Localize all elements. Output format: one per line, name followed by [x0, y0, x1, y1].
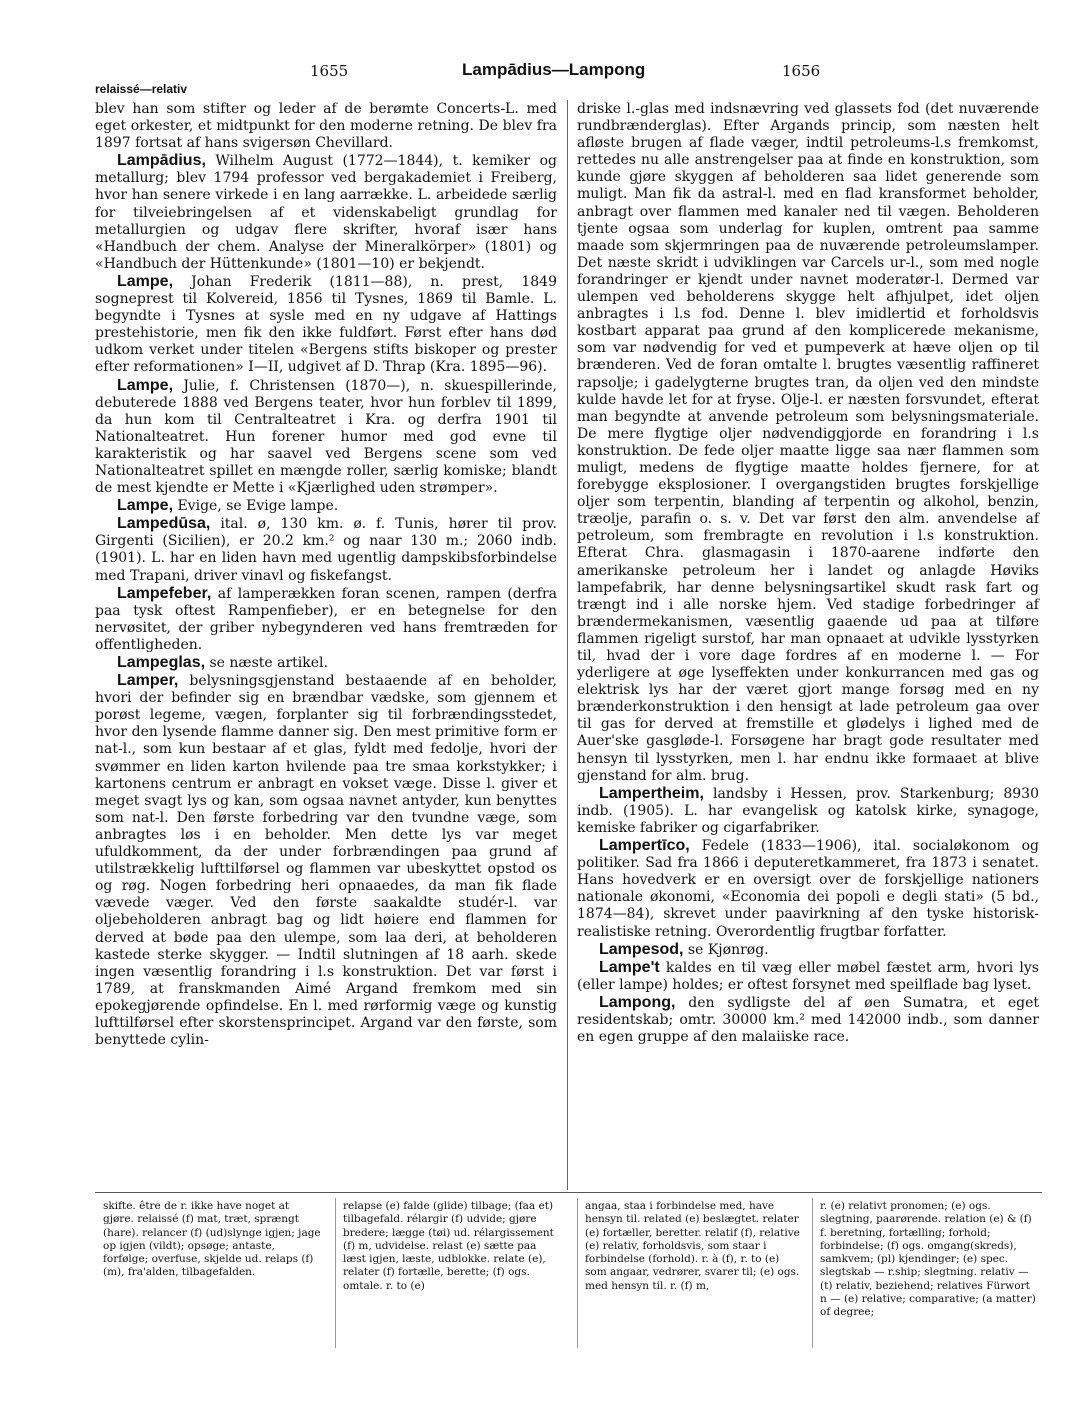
footer-divider [95, 1192, 1042, 1193]
footer-text: skifte. être de r. ikke have noget at gjøre. relaissé (f) mat, træt, sprængt (hare). relancer (f) (ud)slynge igjen; jage op igjen (vildt); opsøge; antaste, forfølge; overfuse, skjelde ud. relaps (f) (m), fra'alden, tilbagefalden. [103, 1200, 321, 1279]
footer-column-4 [820, 1200, 1038, 1320]
entry-lampesod [577, 941, 1039, 959]
entry-text: belysningsgjenstand bestaaende af en beholder, hvori der befinder sig en brændbar vædske, som gjennem et porøst legeme, vægen, forplanter sig til forbrændingsstedet, hvor den lysende flamme danner sig. Den mest primitive form er nat-l., som kun bestaar af et glas, fyldt med fedolje, hvori der svømmer en liden karton hvilende paa tre smaa korkstykker; i kartonens centrum er anbragt en vokset væge. Disse l. giver et meget svagt lys og kan, som ogsaa navnet antyder, kun benyttes som nat-l. Den første forbedring var den tvundne væge, som anbragtes løs i en beholder. Men dette lys var meget ufuldkomment, da der under forbrændingen paa grund af utilstrækkelig lufttilførsel og flammen var ubeskyttet opstod os og røg. Nogen forbedring heri opnaaedes, da man fik flade vævede væger. Ved den første saakaldte studér-l. var oljebeholderen anbragt bag og lidt høiere end flammen for derved at bøde paa den ulempe, som laa deri, at beholderen kastede sterke skygger. — Indtil slutningen af 18 aarh. skede ingen væsentlig forandring i l.s konstruktion. Det var først i 1789, at franskmanden Aimé Argand fremkom med sin epokegjørende opfindelse. En l. med rørformig væge og kunstig lufttilførsel efter skorstensprincipet. Argand var den første, som benyttede cylin- [95, 673, 557, 1049]
column-divider [567, 100, 568, 1190]
footer-column-divider [335, 1198, 336, 1348]
paragraph: blev han som stifter og leder af de berømte Concerts-L. med eget orkester, et midtpunkt for den moderne retning. De blev fra 1897 fortsat af hans svigersøn Chevillard. [95, 101, 557, 152]
entry-lamper [95, 672, 557, 1049]
page-number-right: 1656 [782, 62, 821, 80]
footer-column-divider [812, 1198, 813, 1348]
entry-text: Fedele (1833—1906), ital. socialøkonom og politiker. Sad fra 1866 i deputeretkammeret, fra 1873 i senatet. Hans hovedverk er en oversigt over de forskjellige nationers nationale økonomi, «Economia dei popoli e degli stati» (5 bd., 1874—84), skrevet under paavirkning af den tyske historisk-realistiske retning. Overordentlig frugtbar forfatter. [577, 838, 1039, 940]
footer-column-1 [103, 1200, 321, 1280]
footer-column-2 [343, 1200, 561, 1293]
entry-keyword: Lampe, [117, 376, 174, 394]
entry-lampadius [95, 152, 557, 273]
entry-lampe-evige [95, 497, 557, 515]
entry-lampefeber [95, 585, 557, 654]
entry-text: Wilhelm August (1772—1844), t. kemiker og metallurg; blev 1794 professor ved bergakademiet i Freiberg, hvor han senere virkede i en lang aarrække. L. arbeidede særlig for tilveiebringelsen af et videnskabeligt grundlag for metallurgien og udgav flere skrifter, hvoraf især hans «Handbuch der chem. Analyse der Mineralkörper» (1801) og «Handbuch der Hüttenkunde» (1801—10) er bekjendt. [95, 153, 557, 272]
entry-keyword: Lampertīco, [599, 837, 690, 855]
entry-lampet [577, 959, 1039, 994]
entry-text: kaldes en til væg eller møbel fæstet arm, hvori lys (eller lampe) holdes; er oftest forsynet med speilflade bag lyset. [577, 959, 1039, 993]
entry-text: ital. ø, 130 km. ø. f. Tunis, hører til prov. Girgenti (Sicilien), er 20.2 km.² og naar 130 m.; 2060 indb. (1901). L. har en liden havn med ugentlig dampskibsforbindelse med Trapani, driver vinavl og fiskefangst. [95, 516, 557, 584]
entry-keyword: Lampeglas, [117, 654, 206, 671]
entry-lampertheim [577, 785, 1039, 837]
entry-keyword: Lampādius, [117, 152, 206, 170]
footer-text: angaa, staa i forbindelse med, have hensyn til. related (e) beslægtet. relater (e) fortæller, beretter. relatif (f), relative (e) relativ, forholdsvis, som staar i forbindelse (forhold). r. à (f), r. to (e) som angaar, vedrører, svarer til; (e) ogs. med hensyn til. r. (f) m, [585, 1200, 800, 1292]
footer-text: relapse (e) falde (glide) tilbage; (faa et) tilbagefald. rélargir (f) udvide; gjøre bredere; lægge (tøi) ud. rélargissement (f) m, udvidelse. relast (e) sætte paa læst igjen, læste, udblokke. relate (e), relater (f) fortælle, berette; (f) ogs. omtale. r. to (e) [343, 1200, 554, 1292]
entry-keyword: Lampesod, [599, 940, 684, 958]
entry-text: den sydligste del af øen Sumatra, et eget residentskab; omtr. 30000 km.² med 142000 indb., som danner en egen gruppe af den malaiiske race. [577, 994, 1039, 1046]
entry-keyword: Lampe, [117, 272, 174, 290]
entry-text: se Kjønrøg. [683, 941, 769, 958]
entry-lampong [577, 994, 1039, 1046]
entry-keyword: Lampe't [599, 958, 660, 976]
entry-text: Julie, f. Christensen (1870—), n. skuespillerinde, debuterede 1888 ved Bergens teater, hvor hun forblev til 1899, da hun kom til Centralteatret i Kra. og derfra 1901 til Nationalteatret. Hun forener humor med god evne til karakteristik og har saavel ved Bergens scene som ved Nationalteatret spillet en mængde roller, særlig komiske; blandt de mest kjendte er Mette i «Kjærlighed uden strømper». [95, 377, 557, 497]
entry-text: Johan Frederik (1811—88), n. prest, 1849 sogneprest til Kolvereid, 1856 til Tysnes, 1869 til Bamle. L. begyndte i Tysnes at sysle med en ny udgave af Hattings prestehistorie, men fik den ikke fuldført. Først efter hans død udkom verket under titelen «Bergens stifts biskoper og prester efter reformationen» I—II, udgivet af D. Thrap (Kra. 1895—96). [95, 273, 557, 376]
entry-lampe-julie [95, 377, 557, 498]
entry-text: se næste artikel. [205, 655, 328, 671]
entry-lampeglas [95, 654, 557, 672]
paragraph: driske l.-glas med indsnævring ved glassets fod (det nuværende rundbrænderglas). Efter Argands princip, som næsten helt afløste brugen af flade væger, indtil petroleums-l.s fremkomst, rettedes nu alle anstrengelser paa at finde en konstruktion, som kunde gjøre skyggen af beholderen saa lidet generende som muligt. Man fik da astral-l. med en flad kransformet beholder, anbragt over flammen med kanaler ned til vægen. Beholderen tjente ogsaa som underlag for kuplen, omtrent paa samme maade som skjermringen paa de nuværende petroleumslamper. Det næste skridt i udviklingen var Carcels ur-l., som med nogle forandringer er kjendt under navnet moderatør-l. Dermed var ulempen ved beholderens skygge helt afhjulpet, idet oljen anbragtes i l.s fod. Denne l. blev imidlertid et forholdsvis kostbart apparat paa grund af den komplicerede mekanisme, som var nødvendig for ved et pumpeverk at hæve oljen op til brænderen. Ved de foran omtalte l. brugtes væsentlig raffineret rapsolje; i gadelygterne brugtes tran, da oljen ved den mindste kulde havde let for at fryse. Olje-l. er næsten forsvundet, efterat man begyndte at anvende petroleum som belysningsmateriale. De mere flygtige oljer nødvendiggjorde en forandring i l.s konstruktion. De fede oljer maatte ligge saa nær flammen som muligt, medens de flygtige maatte holdes fjernere, for at forebygge eksplosioner. I overgangstiden brugtes forskjellige oljer som terpentin, blanding af terpentin og alkohol, benzin, træolje, parafin o. s. v. Det var først den alm. anvendelse af petroleum, som frembragte en revolution i l.s konstruktion. Efterat Chra. glasmagasin i 1870-aarene indførte den amerikanske petroleum her i landet og anlagde Høviks lampefabrik, har denne belysningsartikel skudt rask fart og trængt ind i alle norske hjem. Ved stadige forbedringer af brændermekanismen, væsentlig gaaende ud paa at tilføre flammen rigeligt surstof, har man opnaaet at udvikle lysstyrken til, hvad der i vore dage fordres af en moderne l. — For yderligere at øge lyseffekten under konkurrancen med gas og elektrisk lys har der været gjort mange forsøg med en ny brænderkonstruktion i den hensigt at lade petroleum gaa over til gas for derved at fremstille et glødelys i lighed med de Auer'ske gasgløde-l. Forsøgene har bragt gode resultater med hensyn til lysstyrken, men l. har endnu ikke formaaet at blive gjenstand for alm. brug. [577, 101, 1039, 784]
footer-text: r. (e) relativt pronomen; (e) ogs. slegtning, paarørende. relation (e) & (f) f. beretning, fortælling; forhold; forbindelse; (f) ogs. omgang(skreds), samkvem; (pl) kjendinger; (e) spec. slegtskab — r.ship; slegtning. relativ — (t) relativ, beziehend; relatives Fürwort n — (e) relative; comparative; (a matter) of degree; [820, 1200, 1036, 1319]
page-title: Lampādius—Lampong [462, 60, 646, 79]
footer-guide-word: relaissé—relativ [95, 82, 188, 96]
entry-keyword: Lampertheim, [599, 784, 704, 802]
left-column [95, 101, 557, 1049]
page-number-left: 1655 [310, 62, 349, 80]
right-column [577, 101, 1039, 1046]
entry-lampedusa [95, 515, 557, 584]
entry-keyword: Lamper, [117, 672, 179, 690]
footer-column-divider [577, 1198, 578, 1348]
entry-keyword: Lampe, [117, 497, 174, 515]
entry-text: af lamperækken foran scenen, rampen (derfra paa tysk oftest Rampenfieber), er en betegnelse for den nervøsitet, der griber nybegynderen ved hans fremtræden for offentligheden. [95, 585, 557, 653]
entry-keyword: Lampefeber, [117, 584, 212, 602]
entry-keyword: Lampedūsa, [117, 515, 211, 533]
entry-lampertico [577, 837, 1039, 941]
entry-lampe-johan [95, 273, 557, 377]
entry-keyword: Lampong, [599, 993, 676, 1011]
entry-text: landsby i Hessen, prov. Starkenburg; 8930 indb. (1905). L. har evangelisk og katolsk kirke, synagoge, kemiske fabriker og cigarfabriker. [577, 785, 1039, 836]
footer-column-3 [585, 1200, 803, 1293]
entry-text: Evige, se Evige lampe. [173, 498, 339, 515]
